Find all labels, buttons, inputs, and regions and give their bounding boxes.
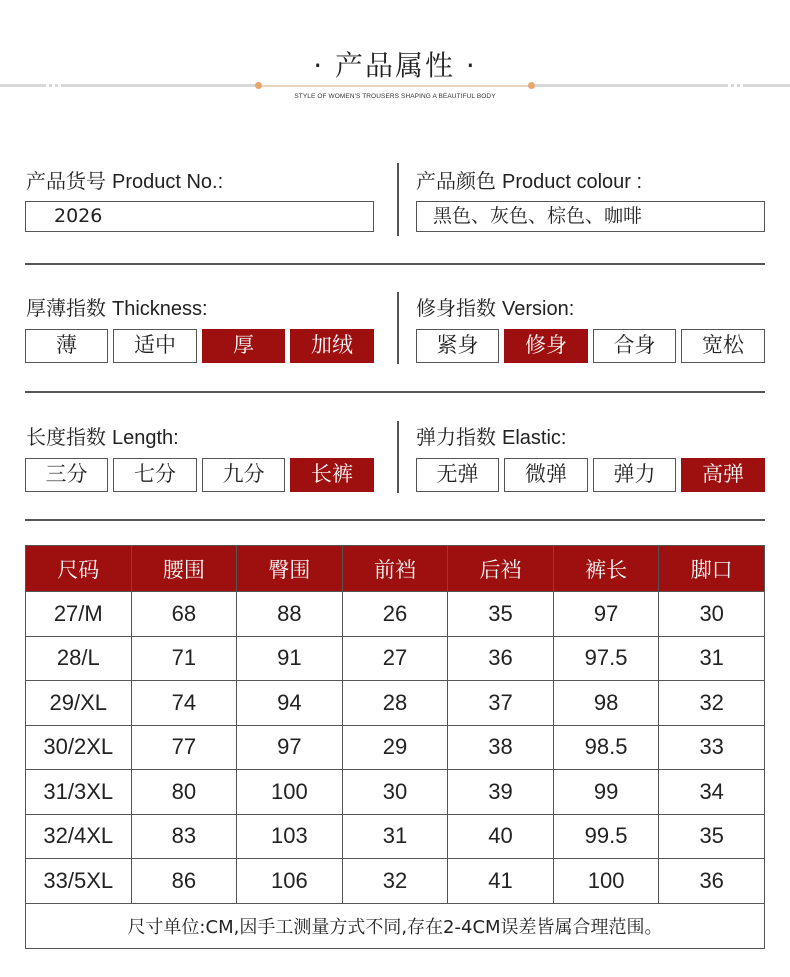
thickness-label — [26, 292, 208, 321]
cell-front-rise: 28 — [342, 681, 448, 726]
elastic-option-stretch: 弹力 — [593, 458, 676, 492]
cell-waist: 77 — [131, 725, 237, 770]
elastic-label-en: Elastic: — [502, 427, 567, 449]
thickness-option-thin: 薄 — [25, 329, 108, 363]
product-colour-label — [416, 165, 642, 194]
header-front-rise: 前裆 — [342, 546, 448, 592]
cell-back-rise: 37 — [448, 681, 554, 726]
table-note-row — [26, 903, 765, 948]
cell-hip: 91 — [237, 636, 343, 681]
cell-size: 31/3XL — [26, 770, 132, 815]
cell-back-rise: 35 — [448, 592, 554, 637]
thickness-label-en: Thickness: — [112, 298, 208, 320]
cell-leg-opening: 32 — [659, 681, 765, 726]
product-no-label-cn: 产品货号 — [26, 169, 106, 193]
cell-hip: 103 — [237, 814, 343, 859]
section-divider — [25, 263, 765, 265]
cell-back-rise: 41 — [448, 859, 554, 904]
cell-hip: 97 — [237, 725, 343, 770]
length-label — [26, 421, 179, 450]
table-row — [26, 636, 765, 681]
table-row — [26, 681, 765, 726]
cell-pant-length: 98 — [553, 681, 659, 726]
cell-size: 28/L — [26, 636, 132, 681]
cell-front-rise: 31 — [342, 814, 448, 859]
divider-gap — [52, 84, 55, 87]
version-option-loose: 宽松 — [681, 329, 765, 363]
cell-pant-length: 99.5 — [553, 814, 659, 859]
cell-front-rise: 30 — [342, 770, 448, 815]
product-no-field: 2026 — [25, 201, 374, 232]
column-divider — [397, 163, 399, 236]
cell-hip: 88 — [237, 592, 343, 637]
cell-pant-length: 97.5 — [553, 636, 659, 681]
size-chart-table — [25, 545, 765, 949]
product-no-label-en: Product No.: — [112, 171, 224, 193]
cell-waist: 80 — [131, 770, 237, 815]
table-row — [26, 859, 765, 904]
divider-gap — [740, 84, 743, 87]
length-label-en: Length: — [112, 427, 179, 449]
title-divider-right — [532, 84, 790, 87]
cell-pant-length: 100 — [553, 859, 659, 904]
table-row — [26, 592, 765, 637]
cell-pant-length: 99 — [553, 770, 659, 815]
cell-size: 33/5XL — [26, 859, 132, 904]
cell-front-rise: 26 — [342, 592, 448, 637]
product-colour-field: 黑色、灰色、棕色、咖啡 — [416, 201, 765, 232]
elastic-label — [416, 421, 566, 450]
cell-size: 32/4XL — [26, 814, 132, 859]
product-colour-label-en: Product colour : — [502, 171, 643, 193]
cell-waist: 71 — [131, 636, 237, 681]
cell-leg-opening: 33 — [659, 725, 765, 770]
table-row — [26, 814, 765, 859]
cell-size: 27/M — [26, 592, 132, 637]
column-divider — [397, 292, 399, 364]
thickness-option-medium: 适中 — [113, 329, 197, 363]
header-leg-opening: 脚口 — [659, 546, 765, 592]
table-row — [26, 770, 765, 815]
cell-waist: 86 — [131, 859, 237, 904]
divider-gap — [46, 84, 49, 87]
measurement-note: 尺寸单位:CM,因手工测量方式不同,存在2-4CM误差皆属合理范围。 — [26, 903, 765, 948]
thickness-option-fleece: 加绒 — [290, 329, 374, 363]
thickness-label-cn: 厚薄指数 — [26, 296, 106, 320]
cell-waist: 83 — [131, 814, 237, 859]
version-option-slim: 修身 — [504, 329, 588, 363]
version-option-tight: 紧身 — [416, 329, 499, 363]
version-label — [416, 292, 574, 321]
divider-dot-left — [255, 82, 262, 89]
section-divider — [25, 519, 765, 521]
divider-gap — [728, 84, 731, 87]
elastic-option-high: 高弹 — [681, 458, 765, 492]
cell-leg-opening: 36 — [659, 859, 765, 904]
cell-front-rise: 32 — [342, 859, 448, 904]
cell-back-rise: 38 — [448, 725, 554, 770]
table-row — [26, 725, 765, 770]
section-title: · 产品属性 · — [313, 49, 477, 82]
cell-back-rise: 36 — [448, 636, 554, 681]
cell-waist: 74 — [131, 681, 237, 726]
product-colour-label-cn: 产品颜色 — [416, 169, 496, 193]
cell-back-rise: 40 — [448, 814, 554, 859]
section-subtitle: STYLE OF WOMEN'S TROUSERS SHAPING A BEAUTIFUL BODY — [294, 93, 496, 100]
cell-pant-length: 98.5 — [553, 725, 659, 770]
header-size: 尺码 — [26, 546, 132, 592]
cell-leg-opening: 34 — [659, 770, 765, 815]
header-pant-length: 裤长 — [553, 546, 659, 592]
cell-size: 30/2XL — [26, 725, 132, 770]
cell-front-rise: 29 — [342, 725, 448, 770]
column-divider — [397, 421, 399, 493]
header-back-rise: 后裆 — [448, 546, 554, 592]
cell-front-rise: 27 — [342, 636, 448, 681]
cell-waist: 68 — [131, 592, 237, 637]
length-option-9-10: 九分 — [202, 458, 285, 492]
cell-hip: 106 — [237, 859, 343, 904]
cell-leg-opening: 35 — [659, 814, 765, 859]
version-option-regular: 合身 — [593, 329, 676, 363]
elastic-option-slight: 微弹 — [504, 458, 588, 492]
title-divider-center — [258, 85, 532, 87]
cell-leg-opening: 30 — [659, 592, 765, 637]
header-waist: 腰围 — [131, 546, 237, 592]
cell-pant-length: 97 — [553, 592, 659, 637]
cell-leg-opening: 31 — [659, 636, 765, 681]
section-divider — [25, 391, 765, 393]
length-option-3-10: 三分 — [25, 458, 108, 492]
table-header-row — [26, 546, 765, 592]
version-label-en: Version: — [502, 298, 575, 320]
length-option-full: 长裤 — [290, 458, 374, 492]
length-option-7-10: 七分 — [113, 458, 197, 492]
cell-size: 29/XL — [26, 681, 132, 726]
divider-gap — [58, 84, 61, 87]
elastic-label-cn: 弹力指数 — [416, 425, 496, 449]
version-label-cn: 修身指数 — [416, 296, 496, 320]
elastic-option-none: 无弹 — [416, 458, 499, 492]
divider-gap — [734, 84, 737, 87]
product-no-label — [26, 165, 223, 194]
cell-hip: 94 — [237, 681, 343, 726]
cell-back-rise: 39 — [448, 770, 554, 815]
divider-dot-right — [528, 82, 535, 89]
header-hip: 臀围 — [237, 546, 343, 592]
length-label-cn: 长度指数 — [26, 425, 106, 449]
thickness-option-thick: 厚 — [202, 329, 285, 363]
title-divider-left — [0, 84, 258, 87]
cell-hip: 100 — [237, 770, 343, 815]
